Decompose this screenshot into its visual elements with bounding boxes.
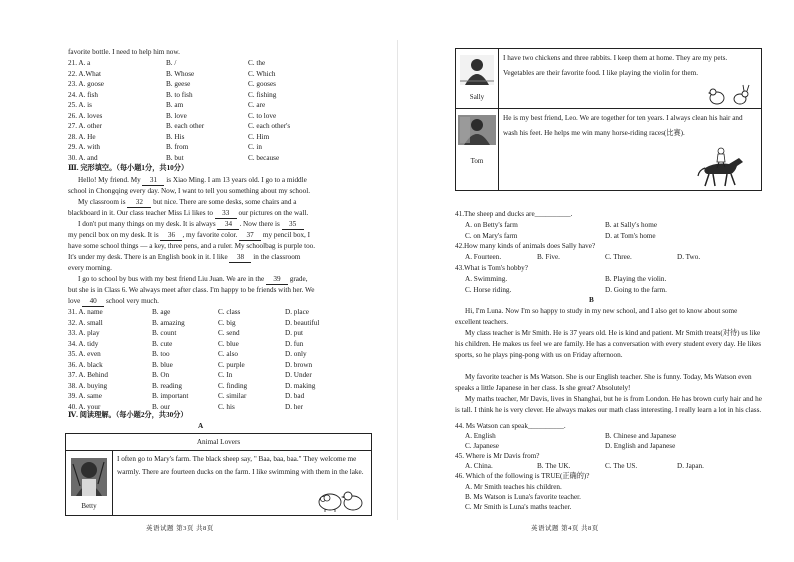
option: 37. A. Behind	[68, 371, 108, 379]
option: C. the	[248, 59, 266, 67]
option: 38. A. buying	[68, 381, 108, 390]
option: B. Five.	[537, 253, 560, 261]
page-footer: 英语试题 第4页 共8页	[531, 525, 599, 532]
option: C. each other's	[248, 122, 291, 130]
option: B. but	[166, 153, 184, 162]
option: B. to fish	[166, 90, 193, 99]
sally-photo	[460, 55, 494, 85]
option: B. important	[152, 392, 189, 400]
option: 25. A. is	[68, 101, 92, 109]
horse-rider-icon	[695, 146, 751, 188]
option: B. each other	[166, 122, 205, 130]
page-footer: 英语试题 第3页 共8页	[146, 525, 214, 532]
passage-line: every morning.	[68, 264, 112, 272]
option: 31. A. name	[68, 308, 103, 316]
option: B. His	[166, 132, 185, 141]
passage-line: Hello! My friend. My 31 is Xiao Ming. I am 13 years old. I go to a middle	[78, 176, 307, 184]
option: C. gooses	[248, 80, 276, 88]
question-44: 44. Ms Watson can speak__________.	[455, 422, 566, 430]
passage-line: I don't put many things on my desk. It is always 34 . Now there is 35	[78, 220, 304, 230]
option: D. Two.	[677, 253, 701, 261]
tom-text: He is my best friend, Leo. We are together for ten years. I always clean his hair and wash his feet. He helps me win many horse-riding races(比赛).	[503, 114, 743, 137]
question-45: 45. Where is Mr Davis from?	[455, 452, 540, 460]
section3-title: Ⅲ. 完形填空。（每小题1分，共10分）	[68, 164, 189, 172]
passage-line: but she is in Class 6. We always meet after class. I'm happy to be friends with her. We	[68, 286, 315, 294]
option: C. to love	[248, 111, 277, 120]
passage-b-paragraph-3: My favorite teacher is Ms Watson. She is our English teacher. She is funny. Today, Ms Watson even speaks a little Japanese in her class. Is she great? Absolutely!	[455, 373, 752, 392]
betty-name: Betty	[81, 501, 97, 510]
betty-photo	[68, 456, 110, 498]
option: C. Japanese	[465, 442, 499, 450]
option: B. /	[166, 59, 177, 67]
passage-b-paragraph-4: My maths teacher, Mr Davis, lives in Shanghai, but he is from London. He has brown curly hair and he is tall. I think he is very clever. He always makes our math class interesting. I really learn a lot in his class.	[455, 395, 762, 414]
tom-name: Tom	[470, 157, 484, 165]
option: C. his	[218, 402, 235, 411]
option: 22. A.What	[68, 69, 101, 78]
option: B. reading	[152, 381, 182, 390]
option: B. On	[152, 371, 170, 379]
sally-cell	[456, 49, 499, 109]
option: B. Chinese and Japanese	[605, 432, 677, 440]
option: D. Japan.	[677, 462, 704, 470]
option: C. purple	[218, 360, 245, 369]
option: C. Him	[248, 132, 270, 141]
betty-text: I often go to Mary's farm. The black sheep say, " Baa, baa, baa." They welcome me warmly. There are fourteen ducks on the farm. I like swimming with them in the lake.	[117, 455, 364, 476]
animal-lovers-table	[65, 433, 372, 516]
option: C. Which	[248, 69, 276, 78]
option: C. are	[248, 101, 266, 109]
option: C. big	[218, 318, 236, 327]
option: B. geese	[166, 80, 191, 88]
option: D. bad	[285, 392, 305, 400]
table-title: Animal Lovers	[66, 434, 372, 451]
option: 39. A. same	[68, 392, 102, 400]
option: 24. A. fish	[68, 90, 98, 99]
question-42: 42.How many kinds of animals does Sally have?	[455, 242, 596, 250]
blank-33: 33	[215, 209, 237, 219]
option: A. English	[465, 432, 496, 440]
option: A. Swimming.	[465, 275, 508, 283]
option: B. Ms Watson is Luna's favorite teacher.	[465, 493, 581, 501]
option: 36. A. black	[68, 360, 103, 369]
option: D. only	[285, 350, 307, 358]
blank-35: 35	[282, 220, 304, 230]
option: 35. A. even	[68, 350, 101, 358]
option: 32. A. small	[68, 318, 103, 327]
option: D. put	[285, 329, 303, 337]
option: D. English and Japanese	[605, 442, 676, 450]
passage-b-paragraph-1: Hi, I'm Luna. Now I'm so happy to study in my new school, and I also get to know about some excellent teachers.	[455, 307, 738, 326]
right-page	[397, 0, 794, 562]
option: C. in	[248, 143, 262, 151]
option: 29. A. with	[68, 143, 100, 151]
option: B. age	[152, 308, 171, 316]
sally-text: I have two chickens and three rabbits. I keep them at home. They are my pets. Vegetables are their favorite food. I like playing the violin for them.	[503, 54, 728, 77]
blank-31: 31	[142, 176, 164, 186]
passage-line: love 40 school very much.	[68, 297, 159, 305]
option: C. finding	[218, 381, 248, 390]
passage-line: my pencil box on my desk. It is 36 , my favorite color. 37 my pencil box, I	[68, 231, 311, 239]
option: B. am	[166, 101, 184, 109]
sally-name: Sally	[469, 93, 485, 101]
tom-text-cell	[499, 109, 762, 191]
option: B. our	[152, 402, 170, 411]
option: D. beautiful	[285, 318, 320, 327]
option: B. love	[166, 111, 187, 120]
option: C. fishing	[248, 90, 277, 99]
question-41: 41.The sheep and ducks are__________.	[455, 210, 573, 218]
option: C. In	[218, 371, 233, 379]
tom-photo	[458, 115, 496, 145]
option: C. Horse riding.	[465, 286, 512, 294]
option: B. amazing	[152, 318, 185, 327]
option: C. on Mary's farm	[465, 232, 518, 240]
option: D. fun	[285, 339, 304, 348]
option: B. from	[166, 143, 189, 151]
option: B. The UK.	[537, 462, 571, 470]
option: 26. A. loves	[68, 111, 103, 120]
betty-text-cell	[113, 451, 372, 516]
option: C. Mr Smith is Luna's maths teacher.	[465, 503, 572, 511]
option: B. too	[152, 350, 170, 358]
question-46: 46. Which of the following is TRUE(正确的)?	[455, 472, 590, 480]
option: D. her	[285, 402, 303, 411]
section4-title: Ⅳ. 阅读理解。（每小题2分，共30分）	[68, 411, 188, 419]
passage-letter-b: B	[589, 296, 594, 304]
option: 40. A. your	[68, 402, 101, 411]
option: C. blue	[218, 339, 239, 348]
option: C. class	[218, 308, 241, 316]
passage-line: have some school things — a key, three pens, and a ruler. My schoolbag is purple too.	[68, 242, 316, 250]
option: D. at Tom's home	[605, 232, 656, 240]
option: B. cute	[152, 339, 173, 348]
option: 21. A. a	[68, 59, 91, 67]
option: C. similar	[218, 392, 247, 400]
animal-lovers-table-continued	[455, 48, 762, 191]
blank-34: 34	[217, 220, 239, 230]
top-line: favorite bottle. I need to help him now.	[68, 48, 180, 56]
option: 30. A. and	[68, 153, 98, 162]
blank-36: 36	[160, 231, 182, 241]
option: C. The US.	[605, 462, 638, 470]
option: A. Mr Smith teaches his children.	[465, 483, 562, 491]
passage-line: My classroom is 32 but nice. There are some desks, some chairs and a	[78, 198, 297, 206]
passage-letter-a: A	[198, 422, 204, 430]
passage-line: It's under my desk. There is an English book in it. I like 38 in the classroom	[68, 253, 301, 261]
option: 23. A. goose	[68, 80, 104, 88]
option: B. count	[152, 329, 177, 337]
sally-text-cell	[499, 49, 762, 109]
question-43: 43.What is Tom's hobby?	[455, 264, 528, 272]
betty-cell	[66, 451, 113, 516]
blank-39: 39	[266, 275, 288, 285]
option: C. because	[248, 153, 280, 162]
option: B. blue	[152, 360, 173, 369]
option: A. China.	[465, 462, 493, 470]
option: D. Under	[285, 371, 312, 379]
option: 28. A. He	[68, 132, 96, 141]
tom-cell	[456, 109, 499, 191]
option: 27. A. other	[68, 122, 102, 130]
option: C. send	[218, 329, 240, 337]
blank-37: 37	[239, 231, 261, 241]
option: B. at Sally's home	[605, 221, 658, 229]
option: B. Playing the violin.	[605, 275, 667, 283]
option: 34. A. tidy	[68, 339, 99, 348]
option: A. on Betty's farm	[465, 221, 518, 229]
sheep-duck-icon	[315, 487, 365, 513]
passage-line: blackboard in it. Our class teacher Miss Li likes to 33 our pictures on the wall.	[68, 209, 309, 217]
chicken-rabbit-icon	[705, 84, 753, 106]
passage-line: I go to school by bus with my best friend Liu Juan. We are in the 39 grade,	[78, 275, 308, 283]
option: A. Fourteen.	[465, 253, 502, 261]
option: 33. A. play	[68, 329, 100, 337]
option: D. Going to the farm.	[605, 286, 667, 294]
option: C. also	[218, 350, 238, 358]
passage-line: school in Chongqing every day. Now, I want to tell you something about my school.	[68, 187, 311, 195]
option: B. Whose	[166, 69, 195, 78]
blank-40: 40	[82, 297, 104, 307]
blank-38: 38	[229, 253, 251, 263]
option: D. place	[285, 308, 309, 316]
passage-b-paragraph-2: My class teacher is Mr Smith. He is 37 years old. He is kind and patient. Mr Smith treats(对待) us like his children. He makes us feel we are family. He has a conversation with every student every day. He likes sports, so he plays ping-pong with us on Friday afternoon.	[455, 329, 762, 359]
blank-32: 32	[127, 198, 151, 208]
option: D. brown	[285, 360, 313, 369]
option: D. making	[285, 381, 316, 390]
option: C. Three.	[605, 253, 632, 261]
